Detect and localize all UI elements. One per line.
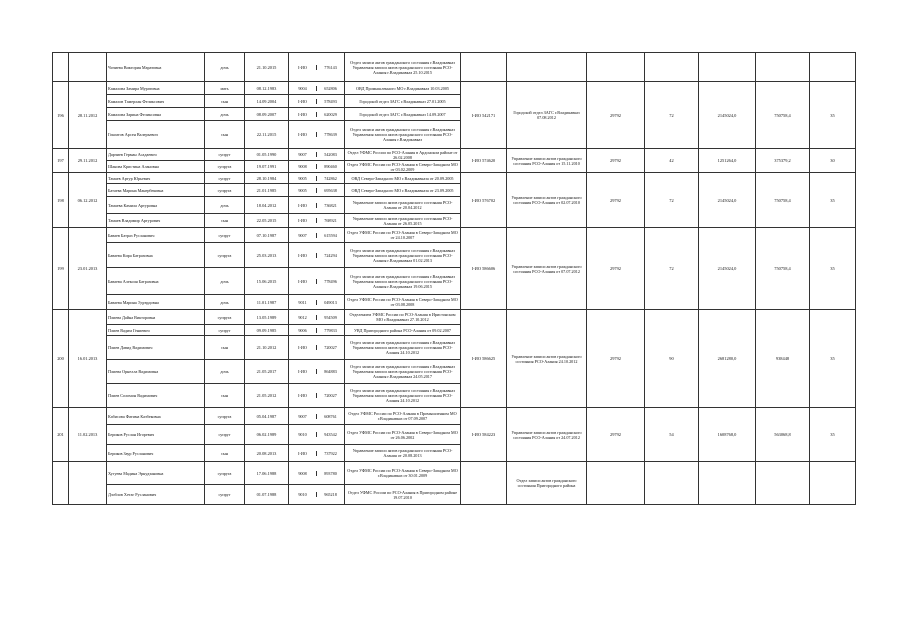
member-name-cell: Плиева Дайна Викторовна: [107, 310, 205, 325]
document-number: 608761: [316, 414, 344, 419]
document-cell: [289, 228, 345, 243]
relation-cell: мать: [205, 82, 245, 95]
document-cell: [289, 310, 345, 325]
member-name-cell: Баваев Батраз Русланович: [107, 228, 205, 243]
issued-by-cell: Отдел УФМС России по РСО-Алания в Ардонском районе от 26.02.2008: [345, 149, 461, 161]
document-cell: [289, 95, 345, 108]
member-name-cell: Кабисова Фатима Казбековна: [107, 408, 205, 425]
birth-date-cell: 11.01.1987: [245, 295, 289, 310]
document-cell: [289, 384, 345, 408]
relation-cell: супруг: [205, 485, 245, 505]
issued-by-cell: ОВД Северо-Западного МО г.Владикавказа от 20.09.2005: [345, 173, 461, 184]
rooms-area-cell: 90: [645, 310, 699, 408]
percent-cell: 35: [810, 310, 856, 408]
issued-by-cell: Отдел УФМС России по РСО-Алания в Промышленном МО г.Владикавказ от 07.09.2007: [345, 408, 461, 425]
birth-date-cell: 09.09.1985: [245, 325, 289, 336]
table-body: [53, 53, 856, 505]
rooms-area-cell: 72: [645, 228, 699, 310]
member-name-cell: Плиева Орнелла Вадимовна: [107, 360, 205, 384]
norm-area-cell: 29792: [587, 228, 645, 310]
decision-cell: Управление записи актов гражданского состояния РСО-Алания от 24.07.2012: [507, 408, 587, 462]
percent-cell: 35: [810, 173, 856, 228]
relation-cell: супруг: [205, 228, 245, 243]
birth-date-cell: 21.01.1985: [245, 184, 289, 197]
issued-by-cell: Отдел записи актов гражданского состояния г.Владикавказ Управления записи актов гражданского состояния РСО-Алания 24.10.2012: [345, 336, 461, 360]
subsidy-cell: 750758,4: [756, 228, 810, 310]
table-row: [53, 82, 856, 95]
document-series: 9008: [298, 470, 307, 476]
document-number: 943542: [316, 432, 344, 437]
registration-date-cell: 28.11.2012: [69, 82, 107, 149]
relation-cell: супруг: [205, 425, 245, 445]
rooms-area-cell: [645, 462, 699, 505]
document-cell: [289, 408, 345, 425]
member-name-cell: Шанова Кристина Алановна: [107, 161, 205, 173]
table-row: [53, 173, 856, 184]
norm-area-cell: 29792: [587, 408, 645, 462]
document-number: 768921: [316, 218, 344, 223]
document-number: 736821: [316, 203, 344, 208]
birth-date-cell: 22.05.2015: [245, 214, 289, 228]
document-number: 578493: [316, 99, 344, 104]
decision-cell: Городской отдел ЗАГС г.Владикавказ 07.08.2012: [507, 82, 587, 149]
document-cell: [289, 214, 345, 228]
registration-date-cell: [69, 462, 107, 505]
rooms-area-cell: 72: [645, 82, 699, 149]
relation-cell: супруг: [205, 173, 245, 184]
document-series: 9012: [298, 314, 307, 320]
registration-date-cell: 23.01.2013: [69, 228, 107, 310]
relation-cell: сын: [205, 214, 245, 228]
issued-by-cell: Отдел записи актов гражданского состояния г.Владикавказ Управления записи актов гражданского состояния РСО-Алания 24.10.2012: [345, 384, 461, 408]
registration-date-cell: 29.11.2012: [69, 149, 107, 173]
birth-date-cell: 08.09.2007: [245, 108, 289, 121]
document-series: 9010: [298, 432, 307, 437]
issued-by-cell: Отделением УФМС России по РСО-Алания в Иристонском МО г.Владикавказ 27.10.2012: [345, 310, 461, 325]
subsidy-cell: 750758,4: [756, 173, 810, 228]
family-register-table: [52, 52, 856, 505]
relation-cell: супруга: [205, 243, 245, 268]
document-series: 9011: [298, 299, 307, 305]
document-cell: [289, 485, 345, 505]
member-name-cell: Бериков Заур Русланович: [107, 445, 205, 462]
percent-cell: 30: [810, 149, 856, 173]
document-series: I-ИО: [298, 111, 307, 117]
queue-number-cell: 198: [53, 173, 69, 228]
birth-date-cell: 25.03.2013: [245, 243, 289, 268]
document-cell: [289, 268, 345, 295]
subsidy-cell: 563068,8: [756, 408, 810, 462]
birth-date-cell: 20.08.2013: [245, 445, 289, 462]
document-series: 9005: [298, 187, 307, 193]
birth-date-cell: 21.05.2017: [245, 360, 289, 384]
issued-by-cell: Отдел записи актов гражданского состояния г.Владикавказ Управления записи актов гражданского состояния РСО-Алания г.Владикавказ: [345, 121, 461, 149]
issued-by-cell: Отдел записи актов гражданского состояния г.Владикавказ Управления записи актов гражданского состояния РСО-Алания г.Владикавказ 19.06.2015: [345, 268, 461, 295]
subsidy-cell: 750758,4: [756, 82, 810, 149]
issued-by-cell: Отдел УФМС России по РСО-Алания в Северо-Западном МО от 24.10.2007: [345, 228, 461, 243]
subsidy-cell: [756, 53, 810, 82]
document-series: I-ИО: [298, 369, 307, 374]
member-name-cell: Плиев Соломон Вадимович: [107, 384, 205, 408]
percent-cell: 35: [810, 228, 856, 310]
queue-number-cell: 196: [53, 82, 69, 149]
document-series: 9005: [298, 175, 307, 181]
relation-cell: супруга: [205, 184, 245, 197]
document-number: 737922: [316, 451, 344, 456]
norm-area-cell: 29792: [587, 173, 645, 228]
birth-date-cell: 05.04.1987: [245, 408, 289, 425]
issued-by-cell: Отдел УФМС России по РСО-Алания в Северо-Западном МО от 03.08.2008: [345, 295, 461, 310]
document-cell: [289, 462, 345, 485]
document-series: 9004: [298, 85, 307, 91]
norm-area-cell: [587, 462, 645, 505]
birth-date-cell: 01.05.1990: [245, 149, 289, 161]
birth-date-cell: 07.10.1987: [245, 228, 289, 243]
document-number: 776143: [316, 65, 344, 70]
table-row: [53, 310, 856, 325]
document-number: 695638: [316, 188, 344, 193]
relation-cell: сын: [205, 384, 245, 408]
document-cell: [289, 121, 345, 149]
relation-cell: дочь: [205, 53, 245, 82]
birth-date-cell: 21.10.2012: [245, 336, 289, 360]
total-cost-cell: 1251264,0: [699, 149, 756, 173]
decision-cell: Управление записи актов гражданского состояния РСО-Алания от 15.11.2010: [507, 149, 587, 173]
table-row: [53, 408, 856, 425]
norm-area-cell: 29792: [587, 310, 645, 408]
total-cost-cell: 2681280,0: [699, 310, 756, 408]
member-name-cell: Дзоблов Хетаг Русланович: [107, 485, 205, 505]
queue-number-cell: 200: [53, 310, 69, 408]
birth-date-cell: 19.07.1991: [245, 161, 289, 173]
issued-by-cell: Городской отдел ЗАГС г.Владикавказ 27.01.2005: [345, 95, 461, 108]
issued-by-cell: ОВД Промышленного МО г.Владикавказ 10.03.2005: [345, 82, 461, 95]
document-series: I-ИО: [298, 64, 307, 70]
issued-by-cell: Отдел УФМС России по РСО-Алания в Пригородном районе 19.07.2010: [345, 485, 461, 505]
document-series: 9007: [298, 232, 307, 238]
issued-by-cell: Городской отдел ЗАГС г.Владикавказ 14.09.2007: [345, 108, 461, 121]
document-cell: [289, 173, 345, 184]
issued-by-cell: Отдел УФМС России по РСО-Алания в Северо-Западном МО от 03.02.2009: [345, 161, 461, 173]
document-cell: [289, 243, 345, 268]
marriage-certificate-cell: [461, 53, 507, 82]
relation-cell: дочь: [205, 360, 245, 384]
registration-date-cell: 16.01.2013: [69, 310, 107, 408]
member-name-cell: Камалова Замира Муратовна: [107, 82, 205, 95]
document-cell: [289, 161, 345, 173]
member-name-cell: Камалова Зарина Феликсовна: [107, 108, 205, 121]
marriage-certificate-cell: I-ИО 576702: [461, 173, 507, 228]
document-number: 724294: [316, 253, 344, 258]
relation-cell: супруга: [205, 161, 245, 173]
rooms-area-cell: 54: [645, 408, 699, 462]
registration-date-cell: 11.02.2013: [69, 408, 107, 462]
document-cell: [289, 108, 345, 121]
queue-number-cell: [53, 53, 69, 82]
document-number: 742862: [316, 176, 344, 181]
relation-cell: супруг: [205, 149, 245, 161]
norm-area-cell: [587, 53, 645, 82]
relation-cell: дочь: [205, 197, 245, 214]
relation-cell: дочь: [205, 108, 245, 121]
document-series: I-ИО: [298, 132, 307, 137]
member-name-cell: Тамаева Камила Артуровна: [107, 197, 205, 214]
decision-cell: Управление записи актов гражданского состояния РСО-Алания от 07.07.2012: [507, 228, 587, 310]
member-name-cell: Камалов Тамерлан Феликсович: [107, 95, 205, 108]
document-number: 893780: [316, 471, 344, 476]
relation-cell: сын: [205, 336, 245, 360]
document-number: 049013: [316, 300, 344, 305]
birth-date-cell: 15.06.2015: [245, 268, 289, 295]
issued-by-cell: Отдел УФМС России по РСО-Алания в Северо-Западном МО от 26.06.2002: [345, 425, 461, 445]
birth-date-cell: 14.09.2004: [245, 95, 289, 108]
issued-by-cell: Отдел записи актов гражданского состояния г.Владикавказ Управления записи актов гражданского состояния РСО-Алания г.Владикавказ 01.02.2013: [345, 243, 461, 268]
birth-date-cell: 18.04.2012: [245, 197, 289, 214]
issued-by-cell: УВД Пригородного района РСО-Алания от 09.02.2007: [345, 325, 461, 336]
document-number: 778639: [316, 132, 344, 137]
relation-cell: супруга: [205, 408, 245, 425]
birth-date-cell: 08.12.1983: [245, 82, 289, 95]
document-number: 720027: [316, 393, 344, 398]
queue-number-cell: 201: [53, 408, 69, 462]
document-number: 890460: [316, 164, 344, 169]
relation-cell: сын: [205, 121, 245, 149]
document-cell: [289, 53, 345, 82]
issued-by-cell: ОВД Северо-Западного МО г.Владикавказа от 23.09.2005: [345, 184, 461, 197]
member-name-cell: Плиев Вадим Гениевич: [107, 325, 205, 336]
percent-cell: [810, 53, 856, 82]
relation-cell: супруга: [205, 310, 245, 325]
rooms-area-cell: [645, 53, 699, 82]
total-cost-cell: 2145024,0: [699, 82, 756, 149]
table-row: [53, 228, 856, 243]
document-series: 9007: [298, 152, 307, 157]
birth-date-cell: 17.06.1988: [245, 462, 289, 485]
marriage-certificate-cell: I-ИО 542171: [461, 82, 507, 149]
member-name-cell: Плиев Давид Вадимович: [107, 336, 205, 360]
marriage-certificate-cell: I-ИО 586606: [461, 228, 507, 310]
issued-by-cell: Отдел записи актов гражданского состояния г.Владикавказ Управления записи актов гражданского состояния РСО-Алания г.Владикавказ 24.05.2017: [345, 360, 461, 384]
birth-date-cell: 21.05.2012: [245, 384, 289, 408]
total-cost-cell: 1608768,0: [699, 408, 756, 462]
birth-date-cell: 28.10.1984: [245, 173, 289, 184]
queue-number-cell: 197: [53, 149, 69, 173]
decision-cell: Управление записи актов гражданского состояния РСО-Алания от 02.07.2010: [507, 173, 587, 228]
member-name-cell: Хугуева Мадина Эрнудзановна: [107, 462, 205, 485]
issued-by-cell: Управление записи актов гражданского состояния РСО-Алания от 20.04.2012: [345, 197, 461, 214]
relation-cell: супруг: [205, 325, 245, 336]
birth-date-cell: 21.10.2015: [245, 53, 289, 82]
document-series: 9008: [298, 164, 307, 169]
document-series: I-ИО: [298, 252, 307, 258]
member-name-cell: Баваева Кира Батразовна: [107, 243, 205, 268]
member-name-cell: Тамаев Владимир Артурович: [107, 214, 205, 228]
document-cell: [289, 82, 345, 95]
document-number: 615594: [316, 233, 344, 238]
decision-cell: [507, 53, 587, 82]
document-number: 720027: [316, 345, 344, 350]
member-name-cell: Батаева Марина Манербековна: [107, 184, 205, 197]
document-number: 954509: [316, 315, 344, 320]
birth-date-cell: 01.07.1988: [245, 485, 289, 505]
relation-cell: сын: [205, 95, 245, 108]
document-cell: [289, 149, 345, 161]
issued-by-cell: Управление записи актов гражданского состояния РСО-Алания от 26.05.2015: [345, 214, 461, 228]
document-cell: [289, 360, 345, 384]
subsidy-cell: 375379,2: [756, 149, 810, 173]
registration-date-cell: [69, 53, 107, 82]
issued-by-cell: Отдел УФМС России по РСО-Алания в Северо-Западном МО г.Владикавказ от 30.01.2009: [345, 462, 461, 485]
percent-cell: [810, 462, 856, 505]
register-sheet: [52, 52, 856, 505]
percent-cell: 35: [810, 82, 856, 149]
document-cell: [289, 445, 345, 462]
norm-area-cell: 29792: [587, 149, 645, 173]
marriage-certificate-cell: I-ИО 586625: [461, 310, 507, 408]
document-series: 9010: [298, 492, 307, 497]
percent-cell: 35: [810, 408, 856, 462]
document-cell: [289, 325, 345, 336]
member-name-cell: Тамаев Артур Юрьевич: [107, 173, 205, 184]
total-cost-cell: 2145024,0: [699, 173, 756, 228]
decision-cell: Отдел записи актов гражданского состояния Пригородного района: [507, 462, 587, 505]
document-number: 620029: [316, 112, 344, 117]
total-cost-cell: 2145024,0: [699, 228, 756, 310]
relation-cell: дочь: [205, 295, 245, 310]
document-cell: [289, 197, 345, 214]
member-name-cell: Бериков Руслан Игоревич: [107, 425, 205, 445]
birth-date-cell: 06.02.1989: [245, 425, 289, 445]
document-number: 864883: [316, 369, 344, 374]
document-series: I-ИО: [298, 345, 307, 350]
document-series: I-ИО: [298, 450, 307, 456]
queue-number-cell: 199: [53, 228, 69, 310]
marriage-certificate-cell: I-ИО 574620: [461, 149, 507, 173]
document-number: 779833: [316, 328, 344, 333]
relation-cell: сын: [205, 445, 245, 462]
birth-date-cell: 13.05.1989: [245, 310, 289, 325]
document-series: I-ИО: [298, 98, 307, 104]
table-row: [53, 149, 856, 161]
document-series: I-ИО: [298, 393, 307, 398]
norm-area-cell: 29792: [587, 82, 645, 149]
rooms-area-cell: 72: [645, 173, 699, 228]
total-cost-cell: [699, 462, 756, 505]
document-series: 9007: [298, 413, 307, 419]
document-series: I-ИО: [298, 218, 307, 223]
relation-cell: супруга: [205, 462, 245, 485]
issued-by-cell: Отдел записи актов гражданского состояния г.Владикавказ Управления записи актов гражданского состояния РСО-Алания г.Владикавказ 25.10.2015: [345, 53, 461, 82]
issued-by-cell: Управление записи актов гражданского состояния РСО-Алания от 20.08.2013: [345, 445, 461, 462]
document-number: 652806: [316, 86, 344, 91]
queue-number-cell: [53, 462, 69, 505]
member-name-cell: Гокоатов Арсен Валерьевич: [107, 121, 205, 149]
document-cell: [289, 295, 345, 310]
member-name-cell: Баваева Алексия Батразовна: [107, 268, 205, 295]
total-cost-cell: [699, 53, 756, 82]
relation-cell: дочь: [205, 268, 245, 295]
document-series: I-ИО: [298, 202, 307, 208]
marriage-certificate-cell: I-ИО 584223: [461, 408, 507, 462]
registration-date-cell: 06.12.2012: [69, 173, 107, 228]
decision-cell: Управление записи актов гражданского состояния РСО-Алания 24.10.2012: [507, 310, 587, 408]
document-series: I-ИО: [298, 278, 307, 284]
document-number: 542083: [316, 152, 344, 157]
table-row: [53, 462, 856, 485]
table-row: [53, 53, 856, 82]
document-number: 965218: [316, 492, 344, 497]
member-name-cell: Дарчиев Герман Асадаевич: [107, 149, 205, 161]
subsidy-cell: 938448: [756, 310, 810, 408]
marriage-certificate-cell: [461, 462, 507, 505]
document-cell: [289, 336, 345, 360]
subsidy-cell: [756, 462, 810, 505]
document-cell: [289, 184, 345, 197]
rooms-area-cell: 42: [645, 149, 699, 173]
document-cell: [289, 425, 345, 445]
member-name-cell: Чочиева Виктория Маратовна: [107, 53, 205, 82]
document-series: 9006: [298, 327, 307, 333]
member-name-cell: Баваева Марина Эдуардовна: [107, 295, 205, 310]
birth-date-cell: 22.11.2015: [245, 121, 289, 149]
document-number: 778496: [316, 279, 344, 284]
